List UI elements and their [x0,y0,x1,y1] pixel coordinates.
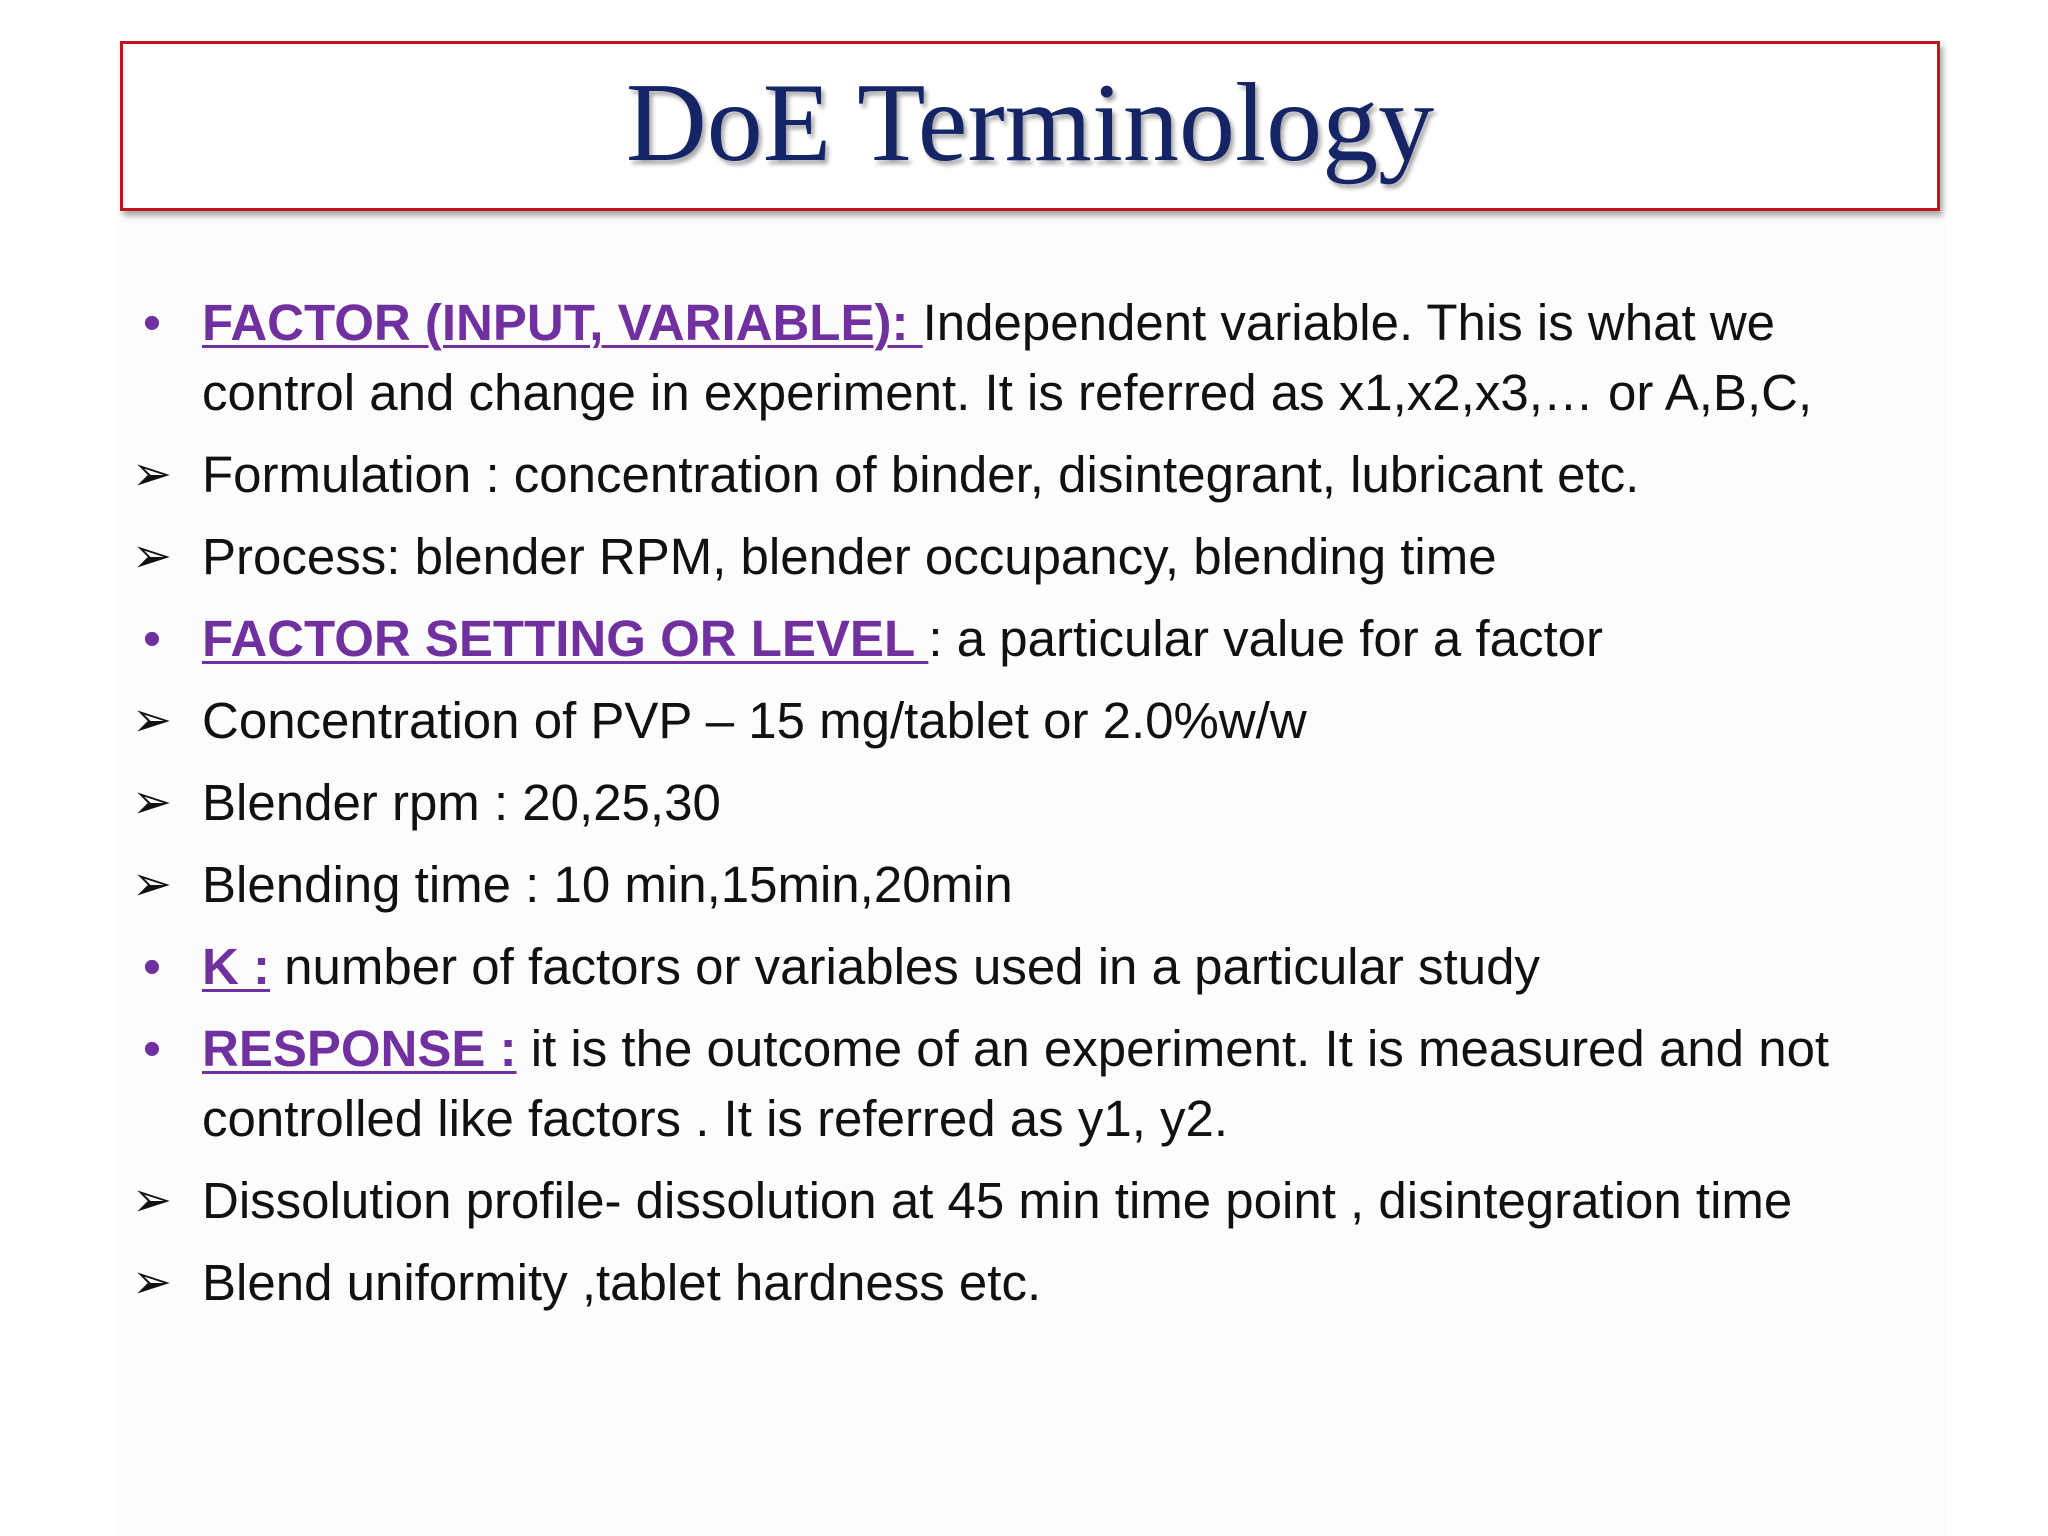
example-formulation: Formulation : concentration of binder, disintegrant, lubricant etc. [202,446,1640,503]
bullet-item-factor-level [120,604,1900,674]
bullet-list [120,288,1900,1330]
example-dissolution: Dissolution profile- dissolution at 45 min time point , disintegration time [202,1172,1793,1229]
arrow-bullet-icon: ➢ [131,694,173,747]
arrow-bullet-icon: ➢ [131,776,173,829]
arrow-bullet-icon: ➢ [131,858,173,911]
slide-title: DoE Terminology [625,61,1435,185]
arrow-item-blending-time [120,850,1900,920]
term-k: K : [202,938,270,995]
arrow-item-dissolution [120,1166,1900,1236]
bullet-dot-icon: • [142,294,162,352]
arrow-item-blend-uniformity [120,1248,1900,1318]
bullet-dot-icon: • [142,610,162,668]
arrow-bullet-icon: ➢ [131,1174,173,1227]
example-blender-rpm: Blender rpm : 20,25,30 [202,774,721,831]
example-pvp: Concentration of PVP – 15 mg/tablet or 2.0%w/w [202,692,1307,749]
bullet-dot-icon: • [142,1020,162,1078]
arrow-bullet-icon: ➢ [131,530,173,583]
bullet-item-factor [120,288,1900,428]
example-blending-time: Blending time : 10 min,15min,20min [202,856,1013,913]
arrow-item-process [120,522,1900,592]
definition-k: number of factors or variables used in a particular study [269,938,1540,995]
term-response: RESPONSE : [202,1020,517,1077]
bullet-item-response [120,1014,1900,1154]
arrow-bullet-icon: ➢ [131,448,173,501]
term-factor-level: FACTOR SETTING OR LEVEL [202,610,929,667]
example-blend-uniformity: Blend uniformity ,tablet hardness etc. [202,1254,1042,1311]
bullet-item-k [120,932,1900,1002]
term-factor: FACTOR (INPUT, VARIABLE): [202,294,923,351]
bullet-dot-icon: • [142,938,162,996]
arrow-item-formulation [120,440,1900,510]
definition-factor: Independent variable. This is what we control and change in experiment. It is referred as x1,x2,x3,… or A,B,C, [202,294,1813,421]
arrow-item-blender-rpm [120,768,1900,838]
arrow-bullet-icon: ➢ [131,1256,173,1309]
arrow-item-pvp [120,686,1900,756]
example-process: Process: blender RPM, blender occupancy, blending time [202,528,1497,585]
definition-response: it is the outcome of an experiment. It is measured and not controlled like factors . It is referred as y1, y2. [202,1020,1830,1147]
title-box [120,41,1940,211]
definition-factor-level: : a particular value for a factor [928,610,1604,667]
